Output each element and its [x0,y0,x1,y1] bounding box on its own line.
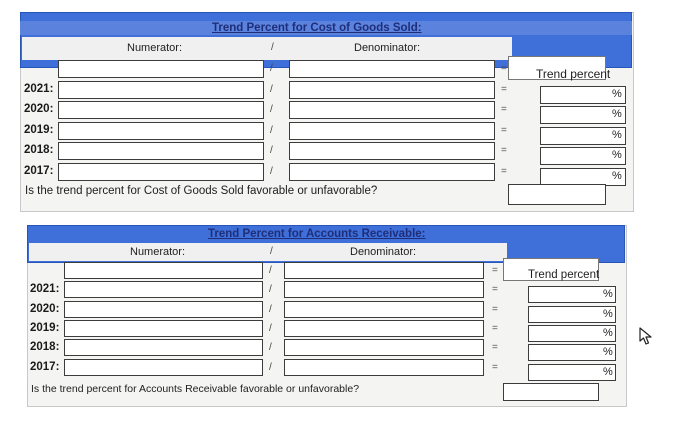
ar-denominator-input[interactable] [284,262,484,279]
ar-denominator-input[interactable] [284,320,484,337]
cogs-header-slash: / [271,42,274,53]
ar-numerator-label: Numerator: [130,246,186,258]
cogs-percent-sign: % [612,169,622,182]
ar-equals-sign: = [492,322,498,334]
ar-divide-sign: / [269,361,272,373]
cogs-year-label: 2018: [24,144,54,156]
cogs-numerator-input[interactable] [58,142,264,160]
ar-year-label: 2020: [30,302,60,315]
ar-percent-sign: % [603,307,613,320]
cogs-equals-sign: = [501,124,507,136]
cogs-numerator-input[interactable] [58,81,264,99]
ar-year-label: 2018: [30,341,60,354]
cogs-col-header-row [22,37,512,60]
cogs-divide-sign: / [270,104,273,115]
ar-year-label: 2021: [30,283,60,296]
cogs-divide-sign: / [270,145,273,156]
ar-trend-percent-label: Trend percent [528,269,600,281]
cogs-divide-sign: / [270,124,273,136]
cogs-percent-sign: % [612,128,622,141]
cogs-equals-sign: = [501,83,507,95]
cogs-denominator-input[interactable] [289,81,495,99]
cogs-favorable-answer-field[interactable] [508,184,606,205]
ar-equals-sign: = [492,265,498,276]
ar-numerator-input[interactable] [64,359,263,376]
cogs-equals-sign: = [501,165,507,177]
cogs-numerator-input[interactable] [58,163,264,181]
ar-favorable-answer-field[interactable] [503,383,599,401]
cogs-divide-sign: / [270,165,273,177]
cogs-year-label: 2017: [24,164,54,177]
cogs-year-label: 2019: [24,123,54,136]
ar-denominator-input[interactable] [284,281,484,298]
ar-denominator-input[interactable] [284,359,484,376]
cogs-numerator-label: Numerator: [127,42,183,54]
cogs-percent-sign: % [612,108,622,120]
ar-equals-sign: = [492,284,498,296]
ar-percent-sign: % [603,326,613,339]
ar-numerator-input[interactable] [64,301,263,318]
cogs-percent-sign: % [612,149,622,161]
cogs-equals-sign: = [501,104,507,115]
ar-denominator-label: Denominator: [350,246,417,258]
cogs-year-label: 2020: [24,103,54,115]
ar-equals-sign: = [492,303,498,315]
ar-divide-sign: / [269,303,272,315]
ar-divide-sign: / [269,284,272,296]
ar-numerator-input[interactable] [64,281,263,298]
cogs-year-label: 2021: [24,82,54,95]
ar-question: Is the trend percent for Accounts Receivable favorable or unfavorable? [31,383,360,395]
cogs-denominator-input[interactable] [289,60,495,78]
ar-denominator-input[interactable] [284,339,484,356]
cogs-denominator-label: Denominator: [354,42,421,54]
ar-equals-sign: = [492,342,498,354]
cogs-denominator-input[interactable] [289,101,495,119]
ar-numerator-input[interactable] [64,339,263,356]
cogs-trend-percent-label: Trend percent [536,67,611,81]
cogs-numerator-input[interactable] [58,60,264,78]
cogs-numerator-input[interactable] [58,122,264,140]
ar-divide-sign: / [269,322,272,334]
cogs-divide-sign: / [270,63,273,74]
ar-divide-sign: / [269,265,272,276]
ar-percent-sign: % [603,288,613,301]
ar-col-header-row [29,243,507,261]
ar-year-label: 2019: [30,321,60,334]
cogs-divide-sign: / [270,83,273,95]
cogs-equals-sign: = [501,63,507,74]
ar-numerator-input[interactable] [64,262,263,279]
cogs-question: Is the trend percent for Cost of Goods Sold favorable or unfavorable? [25,185,378,197]
cogs-table-title: Trend Percent for Cost of Goods Sold: [212,22,422,34]
ar-percent-sign: % [603,346,613,359]
ar-year-label: 2017: [30,360,60,373]
cogs-numerator-input[interactable] [58,101,264,119]
cogs-denominator-input[interactable] [289,122,495,140]
cogs-equals-sign: = [501,145,507,156]
ar-denominator-input[interactable] [284,301,484,318]
ar-percent-sign: % [603,365,613,378]
cursor-arrow-icon [638,327,654,345]
cogs-denominator-input[interactable] [289,142,495,160]
ar-equals-sign: = [492,361,498,373]
ar-table-title: Trend Percent for Accounts Receivable: [208,228,426,240]
cogs-percent-sign: % [612,87,622,100]
cogs-denominator-input[interactable] [289,163,495,181]
ar-divide-sign: / [269,342,272,354]
ar-numerator-input[interactable] [64,320,263,337]
ar-header-slash: / [270,246,273,257]
